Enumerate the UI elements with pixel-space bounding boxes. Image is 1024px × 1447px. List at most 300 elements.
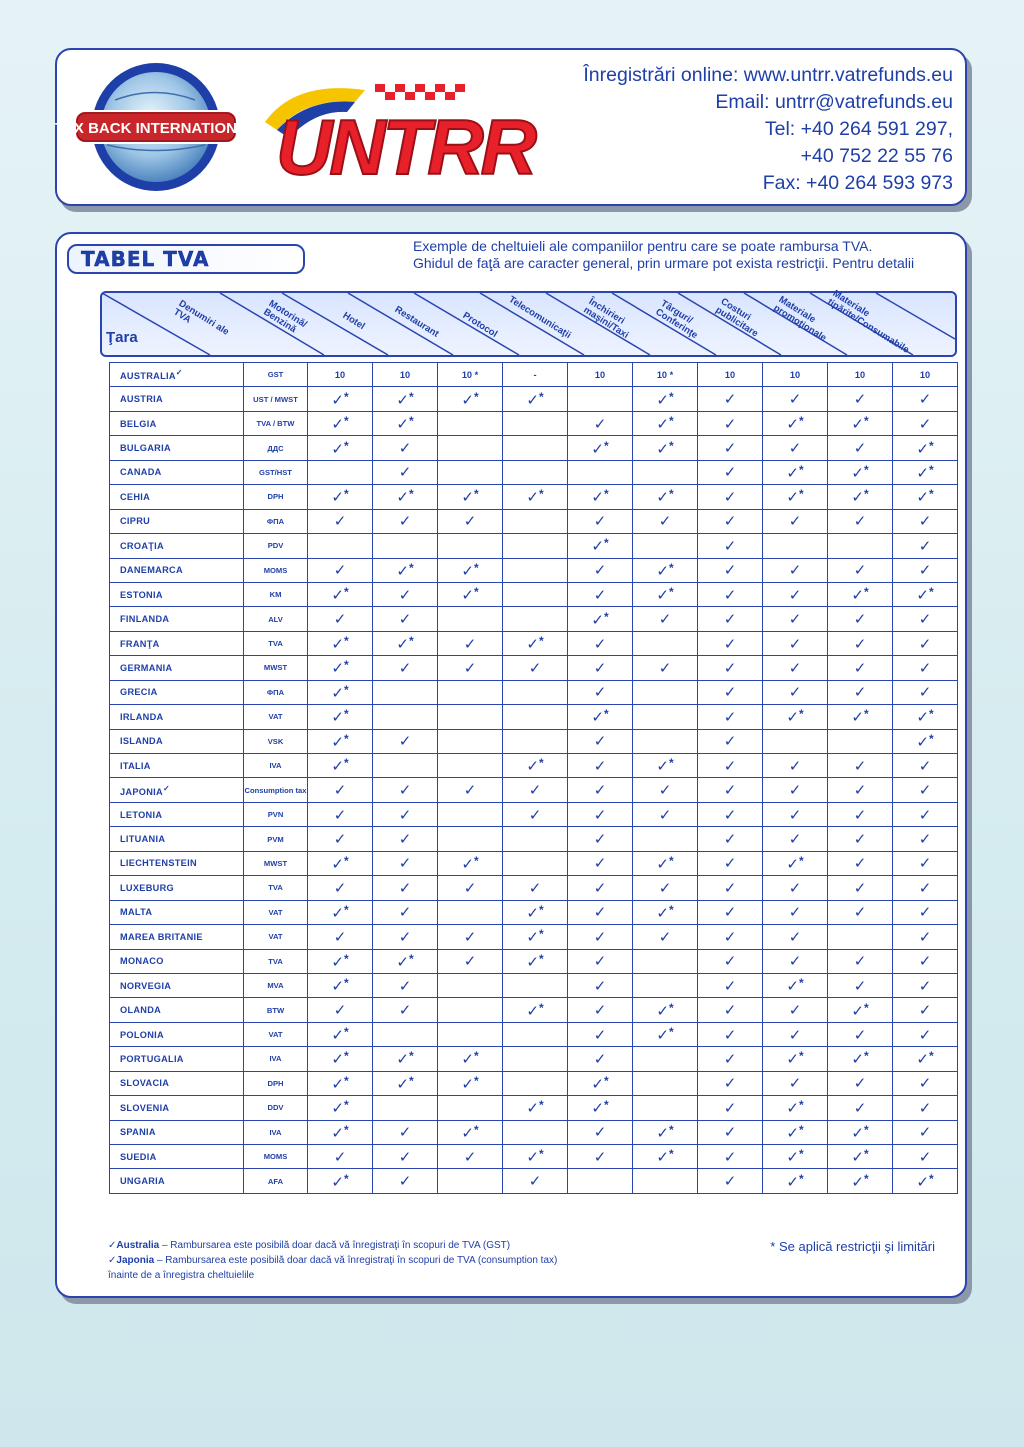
refund-cell (698, 582, 763, 606)
check-icon: ✓ (658, 781, 672, 800)
check-icon: ✓ (658, 610, 672, 629)
refund-cell (893, 1145, 958, 1169)
refund-cell (893, 656, 958, 680)
restriction-star: * (538, 1098, 544, 1113)
country-name: BULGARIA (120, 443, 171, 454)
restriction-star: * (538, 634, 544, 649)
check-icon: ✓ (788, 439, 802, 458)
check-icon: ✓ (593, 561, 607, 580)
refund-cell (503, 387, 568, 411)
refund-cell (568, 1145, 633, 1169)
check-icon: ✓ (333, 927, 347, 946)
refund-cell (438, 900, 503, 924)
country-cell (110, 925, 244, 949)
restriction-star: * (863, 707, 869, 722)
refund-cell (308, 631, 373, 655)
table-row (110, 1022, 958, 1046)
check-icon: ✓ (918, 683, 932, 702)
phone-line-1: Tel: +40 264 591 297, (764, 118, 953, 140)
refund-cell (893, 729, 958, 753)
check-icon: ✓ (656, 1148, 669, 1167)
check-icon: ✓ (918, 1098, 932, 1117)
check-icon: ✓ (853, 512, 867, 531)
footnote-japan-cont: înainte de a înregistra cheltuielile (108, 1270, 255, 1281)
refund-cell (503, 411, 568, 435)
country-name: MONACO (120, 956, 164, 967)
refund-cell (828, 1120, 893, 1144)
check-icon: ✓ (723, 1098, 737, 1117)
check-icon: ✓ (788, 658, 802, 677)
country-cell (110, 876, 244, 900)
check-icon: ✓ (853, 952, 867, 971)
check-icon: ✓ (723, 1172, 737, 1191)
refund-cell (828, 387, 893, 411)
refund-cell (893, 509, 958, 533)
country-name: ISLANDA (120, 736, 163, 747)
check-icon: ✓ (331, 708, 344, 727)
check-icon: ✓ (461, 390, 474, 409)
refund-cell (893, 387, 958, 411)
check-icon: ✓ (918, 1123, 932, 1142)
check-icon: ✓ (723, 952, 737, 971)
refund-cell (633, 778, 698, 802)
refund-cell (633, 607, 698, 631)
refund-cell (308, 436, 373, 460)
refund-cell (308, 876, 373, 900)
vat-name-cell: ALV (244, 607, 308, 631)
check-icon: ✓ (658, 658, 672, 677)
refund-cell (373, 827, 438, 851)
check-icon: ✓ (723, 610, 737, 629)
country-cell (110, 558, 244, 582)
country-name: LUXEBURG (120, 882, 174, 893)
check-icon: ✓ (331, 635, 344, 654)
refund-cell (373, 1169, 438, 1193)
check-icon: ✓ (918, 805, 932, 824)
refund-cell (568, 802, 633, 826)
refund-cell (633, 485, 698, 509)
country-name: FINLANDA (120, 614, 170, 625)
check-icon: ✓ (656, 1001, 669, 1020)
refund-cell (698, 949, 763, 973)
refund-cell (698, 900, 763, 924)
restriction-star: * (668, 389, 674, 404)
restriction-star: * (668, 414, 674, 429)
refund-cell (763, 607, 828, 631)
check-icon: ✓ (398, 878, 412, 897)
refund-cell (568, 1022, 633, 1046)
refund-value: 10 * (461, 369, 479, 380)
refund-cell (568, 973, 633, 997)
refund-cell (373, 754, 438, 778)
check-icon: ✓ (918, 512, 932, 531)
restriction-star: * (343, 682, 349, 697)
check-icon: ✓ (723, 487, 737, 506)
restriction-star: * (408, 1073, 414, 1088)
refund-cell (828, 534, 893, 558)
check-icon: ✓ (593, 1123, 607, 1142)
check-icon: ✓ (853, 854, 867, 873)
restriction-star: * (343, 389, 349, 404)
vat-name-cell: AFA (244, 1169, 308, 1193)
refund-cell (698, 851, 763, 875)
table-row (110, 411, 958, 435)
check-icon: ✓ (918, 414, 932, 433)
refund-cell (308, 754, 373, 778)
check-icon: ✓ (461, 586, 474, 605)
restriction-star: * (538, 389, 544, 404)
refund-cell (893, 900, 958, 924)
vat-name-cell: DPH (244, 1071, 308, 1095)
vat-name-cell: ДДС (244, 436, 308, 460)
refund-cell (633, 1145, 698, 1169)
refund-cell (828, 802, 893, 826)
restriction-star: * (603, 536, 609, 551)
refund-cell (503, 460, 568, 484)
restriction-star: * (603, 487, 609, 502)
col-header-protocol: Protocol (460, 310, 500, 340)
refund-cell (568, 1120, 633, 1144)
refund-cell (633, 900, 698, 924)
table-row (110, 1071, 958, 1095)
check-icon: ✓ (333, 512, 347, 531)
check-icon: ✓ (918, 536, 932, 555)
check-icon: ✓ (398, 903, 412, 922)
vat-name-cell: KM (244, 582, 308, 606)
refund-cell (438, 656, 503, 680)
country-cell (110, 631, 244, 655)
online-registration-link[interactable]: Înregistrări online: www.untrr.vatrefunds.eu (583, 64, 953, 86)
check-icon: ✓ (593, 658, 607, 677)
refund-cell (893, 754, 958, 778)
check-icon: ✓ (853, 830, 867, 849)
refund-cell (893, 802, 958, 826)
check-icon: ✓ (396, 488, 409, 507)
vat-name-cell: PVM (244, 827, 308, 851)
refund-cell (503, 973, 568, 997)
check-icon: ✓ (398, 976, 412, 995)
refund-cell (828, 363, 893, 387)
refund-cell (308, 851, 373, 875)
table-row (110, 680, 958, 704)
restriction-star: * (538, 927, 544, 942)
restriction-star: * (343, 951, 349, 966)
refund-cell (438, 1120, 503, 1144)
refund-cell (568, 363, 633, 387)
refund-cell (568, 1047, 633, 1071)
restriction-star: * (798, 976, 804, 991)
check-icon: ✓ (333, 878, 347, 897)
restriction-star: * (538, 487, 544, 502)
refund-cell (633, 802, 698, 826)
refund-cell (828, 680, 893, 704)
country-name: BELGIA (120, 418, 157, 429)
refund-cell (503, 778, 568, 802)
refund-cell (503, 1047, 568, 1071)
refund-cell (438, 1071, 503, 1095)
refund-cell (633, 1096, 698, 1120)
restriction-star: * (408, 389, 414, 404)
check-icon: ✓ (786, 977, 799, 996)
refund-cell (763, 925, 828, 949)
country-name: PORTUGALIA (120, 1053, 184, 1064)
col-header-fuel: Motorină/ Benzină (261, 298, 309, 336)
vat-name-cell: TVA (244, 949, 308, 973)
restriction-star: * (798, 462, 804, 477)
check-icon: ✓ (463, 781, 477, 800)
check-icon: ✓ (331, 1172, 344, 1191)
refund-cell (438, 876, 503, 900)
restriction-star: * (473, 389, 479, 404)
refund-cell (893, 534, 958, 558)
refund-cell (568, 485, 633, 509)
check-icon: ✓ (853, 1098, 867, 1117)
refund-cell (763, 436, 828, 460)
restriction-star: * (538, 756, 544, 771)
check-icon: ✓ (723, 439, 737, 458)
check-icon: ✓ (528, 1172, 542, 1191)
refund-cell (373, 949, 438, 973)
vat-name-cell: MVA (244, 973, 308, 997)
check-icon: ✓ (398, 1001, 412, 1020)
vat-name-cell: GST/HST (244, 460, 308, 484)
refund-cell (568, 1096, 633, 1120)
check-icon: ✓ (398, 463, 412, 482)
refund-cell (828, 900, 893, 924)
vat-name-cell: MWST (244, 851, 308, 875)
check-icon: ✓ (853, 976, 867, 995)
check-icon: ✓ (333, 805, 347, 824)
restriction-star: * (408, 634, 414, 649)
restriction-star: * (343, 853, 349, 868)
refund-cell (438, 1047, 503, 1071)
refund-cell (503, 900, 568, 924)
refund-cell (373, 1096, 438, 1120)
refund-cell (698, 729, 763, 753)
check-icon: ✓ (916, 488, 929, 507)
refund-cell (698, 998, 763, 1022)
refund-cell (503, 485, 568, 509)
col-header-hotel: Hotel (340, 310, 367, 333)
refund-cell (568, 900, 633, 924)
title-box (67, 244, 305, 274)
refund-cell (763, 949, 828, 973)
check-icon: ✓ (463, 1147, 477, 1166)
check-icon: ✓ (786, 1050, 799, 1069)
refund-cell (763, 1096, 828, 1120)
check-icon: ✓ (786, 463, 799, 482)
check-icon: ✓ (396, 1050, 409, 1069)
restriction-star: * (473, 487, 479, 502)
check-icon: ✓ (788, 927, 802, 946)
vat-name-cell: MOMS (244, 1145, 308, 1169)
refund-cell (893, 998, 958, 1022)
check-icon: ✓ (853, 561, 867, 580)
refund-cell (503, 1120, 568, 1144)
refund-cell (698, 656, 763, 680)
refund-cell (308, 680, 373, 704)
email-link[interactable]: Email: untrr@vatrefunds.eu (715, 91, 953, 113)
refund-cell (568, 631, 633, 655)
refund-cell (698, 558, 763, 582)
table-row (110, 631, 958, 655)
check-icon: ✓ (591, 1099, 604, 1118)
check-icon: ✓ (526, 488, 539, 507)
refund-cell (373, 411, 438, 435)
check-icon: ✓ (463, 658, 477, 677)
refund-cell (503, 998, 568, 1022)
table-row (110, 998, 958, 1022)
country-header: Ţara (106, 329, 138, 346)
vat-name-cell: GST (244, 363, 308, 387)
check-icon: ✓ (593, 732, 607, 751)
country-name: SLOVENIA (120, 1102, 170, 1113)
check-icon: ✓ (723, 463, 737, 482)
check-icon: ✓ (788, 1001, 802, 1020)
refund-cell (893, 411, 958, 435)
check-icon: ✓ (398, 512, 412, 531)
refund-cell (828, 558, 893, 582)
refund-cell (438, 485, 503, 509)
check-icon: ✓ (723, 830, 737, 849)
refund-cell (893, 582, 958, 606)
refund-cell (503, 680, 568, 704)
column-header-area (100, 288, 957, 357)
refund-cell (893, 1047, 958, 1071)
refund-cell (308, 1169, 373, 1193)
restriction-star: * (408, 560, 414, 575)
refund-cell (633, 631, 698, 655)
refund-cell (438, 631, 503, 655)
country-cell (110, 436, 244, 460)
refund-cell (308, 411, 373, 435)
country-name: POLONIA (120, 1029, 164, 1040)
refund-cell (438, 729, 503, 753)
country-name: MALTA (120, 907, 153, 918)
check-icon: ✓ (853, 1074, 867, 1093)
check-icon: ✓ (331, 732, 344, 751)
table-row (110, 851, 958, 875)
refund-cell (763, 387, 828, 411)
refund-cell (568, 778, 633, 802)
refund-cell (698, 1022, 763, 1046)
refund-cell (633, 558, 698, 582)
refund-cell (763, 1022, 828, 1046)
refund-cell (893, 705, 958, 729)
check-icon: ✓ (788, 390, 802, 409)
check-icon: ✓ (916, 708, 929, 727)
restriction-star: * (343, 414, 349, 429)
refund-cell (893, 1169, 958, 1193)
restriction-star: * (798, 414, 804, 429)
restriction-star: * (343, 902, 349, 917)
refund-cell (633, 680, 698, 704)
refund-cell (568, 387, 633, 411)
country-name: NORVEGIA (120, 980, 172, 991)
refund-cell (893, 851, 958, 875)
country-name: MAREA BRITANIE (120, 931, 203, 942)
col-header-advertising: Costuri publicitare (713, 296, 760, 340)
check-icon: ✓ (526, 390, 539, 409)
check-icon: ✓ (528, 781, 542, 800)
restriction-star: * (863, 1000, 869, 1015)
country-footnote-mark: ✓ (175, 368, 183, 378)
check-icon: ✓ (656, 586, 669, 605)
refund-cell (308, 705, 373, 729)
refund-cell (698, 363, 763, 387)
refund-cell (568, 705, 633, 729)
refund-cell (763, 656, 828, 680)
check-icon: ✓ (916, 439, 929, 458)
refund-cell (568, 1071, 633, 1095)
check-icon: ✓ (331, 977, 344, 996)
vat-name-cell: IVA (244, 754, 308, 778)
check-icon: ✓ (593, 976, 607, 995)
restriction-star: * (343, 1049, 349, 1064)
check-icon: ✓ (463, 927, 477, 946)
country-cell (110, 1071, 244, 1095)
refund-cell (503, 1022, 568, 1046)
refund-cell (503, 1145, 568, 1169)
restriction-star: * (928, 1171, 934, 1186)
refund-cell (763, 876, 828, 900)
refund-cell (308, 1047, 373, 1071)
refund-cell (828, 411, 893, 435)
vat-name-cell: UST / MWST (244, 387, 308, 411)
refund-cell (828, 582, 893, 606)
refund-cell (763, 1071, 828, 1095)
check-icon: ✓ (331, 586, 344, 605)
check-icon: ✓ (918, 634, 932, 653)
check-icon: ✓ (333, 561, 347, 580)
country-name: LETONIA (120, 809, 163, 820)
refund-cell (568, 827, 633, 851)
check-icon: ✓ (593, 756, 607, 775)
refund-cell (503, 851, 568, 875)
check-icon: ✓ (788, 830, 802, 849)
country-cell (110, 900, 244, 924)
restriction-star: * (473, 560, 479, 575)
refund-cell (308, 973, 373, 997)
refund-cell (308, 509, 373, 533)
country-name: LITUANIA (120, 834, 166, 845)
check-icon: ✓ (396, 561, 409, 580)
restriction-star: * (668, 1025, 674, 1040)
refund-cell (373, 607, 438, 631)
refund-cell (308, 949, 373, 973)
restriction-star: * (343, 976, 349, 991)
check-icon: ✓ (396, 1074, 409, 1093)
check-icon: ✓ (788, 1025, 802, 1044)
refund-cell (308, 998, 373, 1022)
refund-cell (633, 582, 698, 606)
refund-cell (633, 827, 698, 851)
refund-cell (373, 900, 438, 924)
country-cell (110, 1047, 244, 1071)
vat-name-cell: ΦΠΑ (244, 509, 308, 533)
refund-cell (568, 436, 633, 460)
refund-cell (828, 1022, 893, 1046)
refund-cell (698, 1071, 763, 1095)
check-icon: ✓ (331, 659, 344, 678)
refund-cell (503, 876, 568, 900)
refund-cell (698, 411, 763, 435)
refund-cell (828, 1096, 893, 1120)
check-icon: ✓ (591, 708, 604, 727)
vat-table (109, 362, 958, 1194)
footnote-mark-japan: ✓ (108, 1255, 117, 1266)
country-name: UNGARIA (120, 1176, 165, 1187)
